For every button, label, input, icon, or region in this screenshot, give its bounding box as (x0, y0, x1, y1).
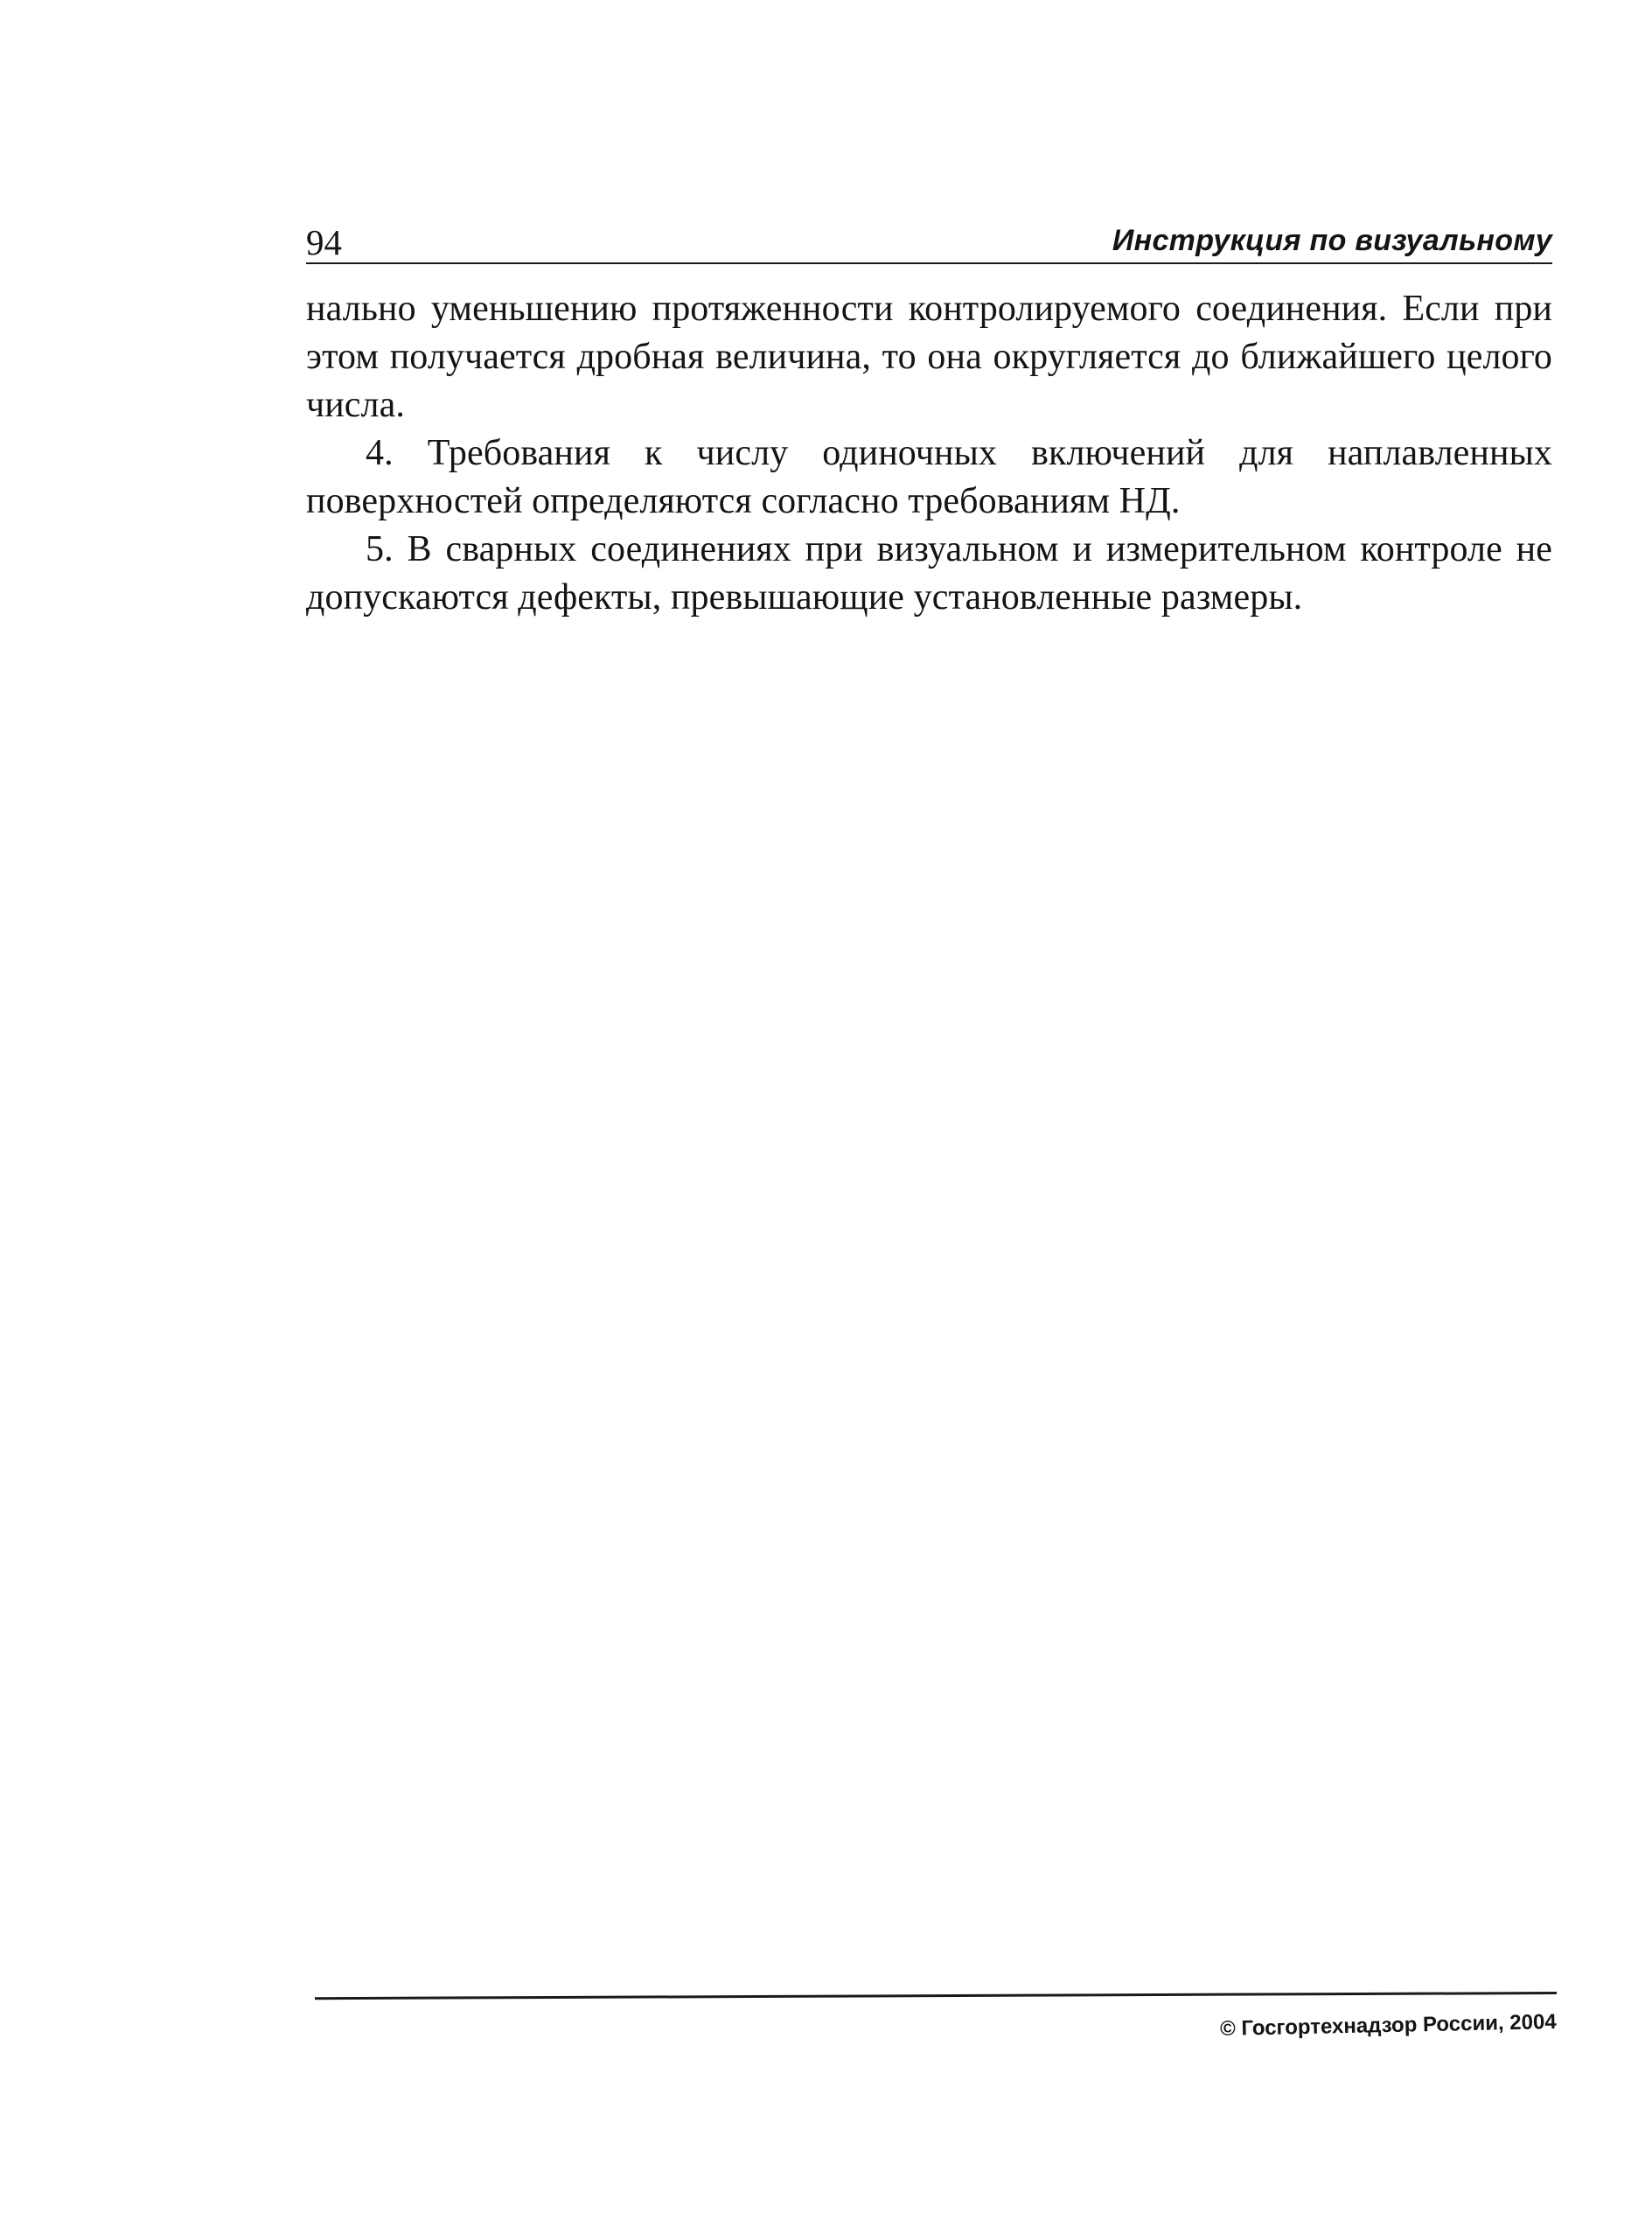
body-text (306, 285, 1552, 622)
footer-rule (315, 1992, 1557, 2000)
running-header (306, 219, 1552, 262)
paragraph-item-4: 4. Требования к числу одиночных включений для наплавленных поверхностей определяются согласно требованиям НД. (306, 433, 1552, 521)
running-title: Инструкция по визуальному (1112, 224, 1552, 257)
header-rule (306, 262, 1552, 264)
paragraph-item-5: 5. В сварных соединениях при визуальном и измерительном контроле не допускаются дефекты, превышающие установленные размеры. (306, 529, 1552, 618)
paragraph-continuation: нально уменьшению протяженности контролируемого соединения. Если при этом получается дробная величина, то она округляется до ближайшего целого числа. (306, 289, 1552, 425)
page-footer (315, 1972, 1557, 2042)
copyright-notice: © Госгортехнадзор России, 2004 (1220, 2010, 1558, 2042)
page-number: 94 (306, 222, 342, 262)
